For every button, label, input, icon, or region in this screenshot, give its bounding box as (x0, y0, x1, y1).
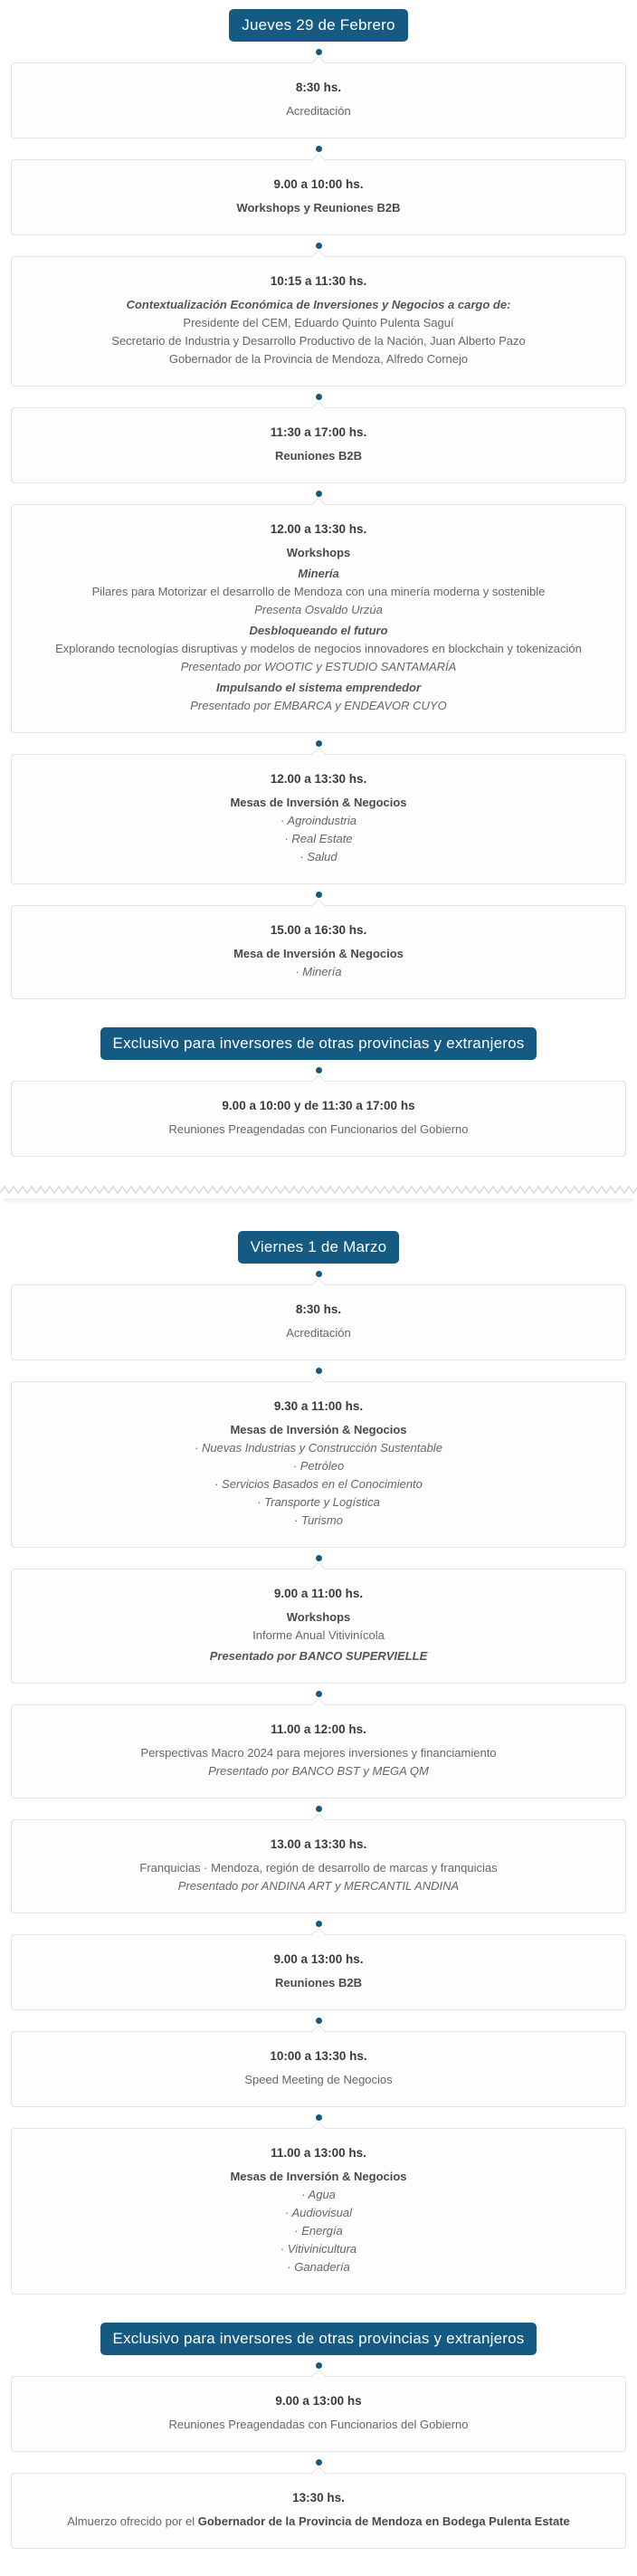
event-line-text: 10:15 a 11:30 hs. (270, 274, 367, 288)
event-line (39, 794, 598, 811)
event-line-text: · Agua (301, 2188, 336, 2201)
timeline-dot (316, 2459, 322, 2466)
event-line-text: Presentado por BANCO BST y MEGA QM (208, 1764, 429, 1778)
event-line (39, 1877, 598, 1894)
timeline-dot (316, 1555, 322, 1561)
event-line (39, 848, 598, 865)
event-line-text: Pilares para Motorizar el desarrollo de Mendoza con una minería moderna y sostenible (91, 585, 546, 598)
timeline-dot (316, 2362, 322, 2369)
event-line-text: Explorando tecnologías disruptivas y modelos de negocios innovadores en blockchain y tokenización (55, 642, 582, 655)
event-line (39, 2513, 598, 2530)
day-header-badge (238, 1231, 400, 1264)
event-line-text: · Nuevas Industrias y Construcción Sustentable (195, 1441, 442, 1455)
event-line-text: Mesa de Inversión & Negocios (233, 947, 404, 960)
exclusive-badge-label: Exclusivo para inversores de otras provincias y extranjeros (112, 2330, 525, 2347)
event-line (39, 583, 598, 600)
event-line-text: Presenta Osvaldo Urzúa (254, 603, 383, 616)
event-time (39, 176, 598, 193)
timeline-dot (316, 2114, 322, 2121)
timeline-dot (316, 1271, 322, 1277)
event-line (39, 2416, 598, 2433)
event-line-text: Gobernador de la Provincia de Mendoza, Alfredo Cornejo (168, 352, 469, 366)
event-time (39, 79, 598, 96)
section-gap (0, 1204, 637, 1231)
event-line-text: 8:30 hs. (295, 1302, 342, 1316)
timeline-dot (316, 892, 322, 898)
event-line-text: Presidente del CEM, Eduardo Quinto Pulenta Saguí (183, 316, 454, 329)
event-line-text: 11:30 a 17:00 hs. (270, 425, 367, 439)
event-time (39, 520, 598, 538)
event-line-text: Workshops (286, 1610, 351, 1624)
timeline-dot (316, 740, 322, 747)
event-line-text: Workshops y Reuniones B2B (236, 201, 401, 215)
event-line-text: Impulsando el sistema emprendedor (215, 681, 422, 694)
event-card (11, 2031, 626, 2107)
event-time (39, 424, 598, 441)
event-line-text: Reuniones B2B (274, 449, 363, 463)
event-line (39, 1121, 598, 1138)
timeline-dot (316, 1691, 322, 1697)
event-line (39, 2258, 598, 2275)
timeline-dot (316, 1806, 322, 1812)
day-header-label: Jueves 29 de Febrero (242, 16, 395, 33)
event-line-text: Informe Anual Vitivinícola (252, 1628, 385, 1642)
event-line-text: 9.00 a 11:00 hs. (273, 1587, 364, 1600)
day-header-badge (229, 9, 407, 42)
event-card (11, 159, 626, 235)
event-line-text: Acreditación (286, 1326, 351, 1340)
timeline-dot (316, 394, 322, 400)
event-line (39, 1859, 598, 1876)
event-time (39, 272, 598, 290)
event-time (39, 1585, 598, 1602)
event-line-text: 15.00 a 16:30 hs. (270, 923, 367, 937)
zigzag-divider (0, 1184, 637, 1197)
event-line-text: · Energía (294, 2224, 343, 2237)
event-card (11, 2128, 626, 2295)
event-line-text: · Minería (295, 965, 342, 978)
event-line (39, 1647, 598, 1665)
event-line (39, 1493, 598, 1511)
event-line-text: Desbloqueando el futuro (249, 624, 388, 637)
event-time (39, 1301, 598, 1318)
event-line (39, 1475, 598, 1493)
event-line (39, 1974, 598, 1991)
event-time (39, 2489, 598, 2506)
event-line-text: Reuniones Preagendadas con Funcionarios del Gobierno (168, 1122, 469, 1136)
timeline-dot (316, 146, 322, 152)
event-line (39, 447, 598, 464)
event-card (11, 2376, 626, 2452)
event-line-text: 8:30 hs. (295, 81, 342, 94)
event-line (39, 679, 598, 696)
event-card (11, 754, 626, 884)
event-card (11, 1284, 626, 1360)
event-line (39, 2071, 598, 2088)
event-line-text: 9.00 a 10:00 hs. (273, 177, 364, 191)
day-header-label: Viernes 1 de Marzo (250, 1238, 387, 1255)
event-line (39, 1439, 598, 1456)
event-line (39, 622, 598, 639)
event-line-text: Mesas de Inversión & Negocios (230, 796, 407, 809)
event-line-text: · Petróleo (292, 1459, 345, 1473)
event-line (39, 2186, 598, 2203)
event-card (11, 1819, 626, 1913)
event-line-text: 9.00 a 10:00 y de 11:30 a 17:00 hs (222, 1099, 415, 1112)
event-line (39, 812, 598, 829)
event-line-text: 9.00 a 13:00 hs (275, 2394, 362, 2408)
event-line (39, 658, 598, 675)
event-line (39, 2222, 598, 2239)
timeline-dot (316, 2018, 322, 2024)
exclusive-badge (100, 2323, 537, 2355)
event-line-text: Contextualización Económica de Inversiones y Negocios a cargo de: (126, 298, 511, 311)
event-line-text: 12.00 a 13:30 hs. (270, 522, 367, 536)
event-time (39, 1721, 598, 1738)
event-line-text: Mesas de Inversión & Negocios (230, 1423, 407, 1436)
event-card (11, 62, 626, 138)
event-line-text: Reuniones Preagendadas con Funcionarios del Gobierno (168, 2418, 469, 2431)
event-line (39, 1762, 598, 1779)
event-line-text: Speed Meeting de Negocios (244, 2073, 393, 2086)
event-card (11, 1704, 626, 1798)
event-line (39, 2204, 598, 2221)
event-time (39, 921, 598, 939)
event-card (11, 407, 626, 483)
event-line (39, 1457, 598, 1474)
event-card (11, 1569, 626, 1684)
event-line (39, 544, 598, 561)
event-card (11, 504, 626, 733)
event-line-text: 11.00 a 13:00 hs. (271, 2146, 366, 2160)
event-line-text: · Servicios Basados en el Conocimiento (214, 1477, 423, 1491)
event-line (39, 2240, 598, 2257)
exclusive-badge-label: Exclusivo para inversores de otras provincias y extranjeros (112, 1035, 525, 1052)
event-line-text: · Transporte y Logística (257, 1495, 380, 1509)
event-line (39, 1627, 598, 1644)
event-card (11, 2473, 626, 2549)
event-line-text: · Turismo (294, 1513, 343, 1527)
event-line-text: 13.00 a 13:30 hs. (270, 1837, 367, 1851)
event-time (39, 2392, 598, 2409)
timeline-dot (316, 49, 322, 55)
event-time (39, 1398, 598, 1415)
event-line-text: 11.00 a 12:00 hs. (271, 1722, 366, 1736)
event-line-text: · Ganadería (287, 2260, 350, 2274)
timeline-dot (316, 491, 322, 497)
event-time (39, 1951, 598, 1968)
event-line (39, 830, 598, 847)
event-line-text: · Audiovisual (285, 2206, 352, 2219)
event-line-text: Minería (298, 567, 339, 580)
event-line (39, 963, 598, 980)
event-line-text: Perspectivas Macro 2024 para mejores inversiones y financiamiento (140, 1746, 497, 1760)
event-line-text: Acreditación (286, 104, 351, 118)
event-line-text: Presentado por BANCO SUPERVIELLE (209, 1649, 428, 1663)
event-line (39, 1324, 598, 1341)
timeline-dot (316, 243, 322, 249)
event-line (39, 697, 598, 714)
event-line (39, 1512, 598, 1529)
event-card (11, 905, 626, 999)
event-line-text: · Salud (299, 850, 338, 863)
event-line (39, 350, 598, 367)
event-line-text: Reuniones B2B (274, 1976, 363, 1989)
event-line-text: · Vitivinicultura (280, 2242, 357, 2256)
event-line (39, 640, 598, 657)
event-line-text: Presentado por ANDINA ART y MERCANTIL ANDINA (177, 1879, 460, 1893)
event-line-text: Workshops (286, 546, 351, 559)
event-card (11, 256, 626, 386)
event-time (39, 2047, 598, 2065)
event-line-text: 10:00 a 13:30 hs. (270, 2049, 367, 2063)
event-time (39, 1097, 598, 1114)
timeline-dot (316, 1921, 322, 1927)
event-line-text: 9.00 a 13:00 hs. (273, 1952, 364, 1966)
day-section (0, 9, 637, 1157)
event-line (39, 296, 598, 313)
event-line (39, 945, 598, 962)
event-line (39, 1421, 598, 1438)
day-section (0, 1231, 637, 2549)
event-line-bold-text: Gobernador de la Provincia de Mendoza en Bodega Pulenta Estate (197, 2514, 570, 2528)
event-card (11, 1081, 626, 1157)
event-line (39, 1744, 598, 1761)
event-line-text: Mesas de Inversión & Negocios (230, 2170, 407, 2183)
event-line-text: 13:30 hs. (292, 2491, 345, 2504)
event-line-text: Almuerzo ofrecido por el (67, 2514, 198, 2528)
event-line (39, 314, 598, 331)
event-line (39, 1608, 598, 1626)
exclusive-badge (100, 1027, 537, 1060)
event-card (11, 1934, 626, 2010)
event-line-text: Secretario de Industria y Desarrollo Productivo de la Nación, Juan Alberto Pazo (111, 334, 526, 348)
event-line-text: 12.00 a 13:30 hs. (270, 772, 367, 786)
event-line-text: 9.30 a 11:00 hs. (273, 1399, 364, 1413)
event-line (39, 102, 598, 119)
event-time (39, 1836, 598, 1853)
event-line (39, 2168, 598, 2185)
event-line (39, 199, 598, 216)
event-line-text: Presentado por WOOTIC y ESTUDIO SANTAMARÍA (180, 660, 457, 673)
event-line (39, 332, 598, 349)
event-line (39, 601, 598, 618)
event-line (39, 565, 598, 582)
event-time (39, 2144, 598, 2161)
timeline-dot (316, 1067, 322, 1073)
event-time (39, 770, 598, 787)
event-line-text: · Real Estate (284, 832, 353, 845)
timeline-dot (316, 1368, 322, 1374)
event-line-text: · Agroindustria (280, 814, 357, 827)
event-line-text: Franquicias · Mendoza, región de desarrollo de marcas y franquicias (139, 1861, 498, 1875)
event-card (11, 1381, 626, 1548)
event-line-text: Presentado por EMBARCA y ENDEAVOR CUYO (190, 699, 447, 712)
